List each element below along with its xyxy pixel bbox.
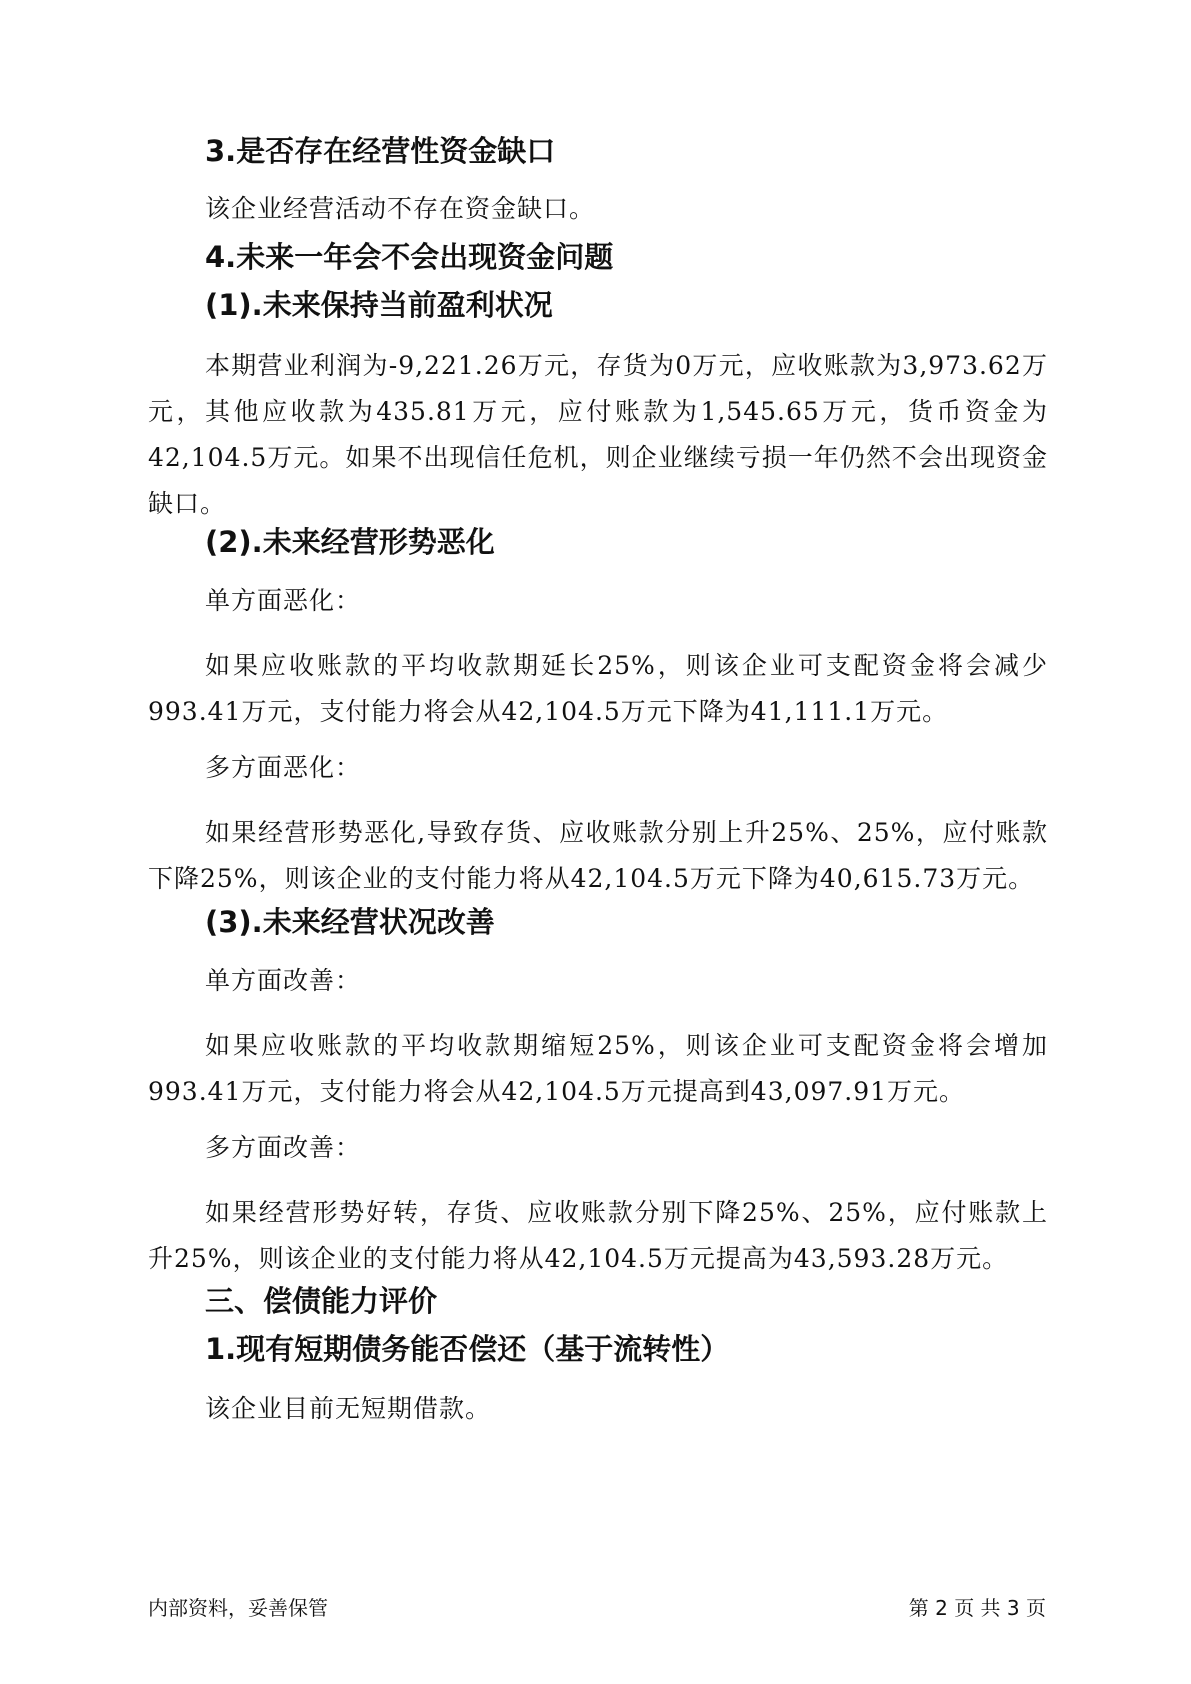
paragraph-multi-worsening: 如果经营形势恶化,导致存货、应收账款分别上升25%、25%，应付账款下降25%，则该企业的支付能力将从42,104.5万元下降为40,615.73万元。 [148, 818, 1048, 893]
paragraph-current-profit: 本期营业利润为-9,221.26万元，存货为0万元，应收账款为3,973.62万元，其他应收款为435.81万元，应付账款为1,545.65万元，货币资金为42,104.5万元。如果不出现信任危机，则企业继续亏损一年仍然不会出现资金缺口。 [148, 351, 1048, 518]
footer-confidential-note: 内部资料，妥善保管 [148, 1596, 328, 1620]
paragraph-cash-gap: 该企业经营活动不存在资金缺口。 [205, 194, 596, 223]
label-multi-improving: 多方面改善： [205, 1133, 362, 1162]
section-heading-cash-gap: 3.是否存在经营性资金缺口 [205, 134, 556, 168]
label-multi-worsening: 多方面恶化： [205, 753, 362, 782]
section-heading-next-year: 4.未来一年会不会出现资金问题 [205, 240, 614, 274]
section-heading-solvency: 三、偿债能力评价 [205, 1284, 438, 1318]
label-single-worsening: 单方面恶化： [205, 586, 362, 615]
label-single-improving: 单方面改善： [205, 966, 362, 995]
subheading-worsening: (2).未来经营形势恶化 [205, 525, 495, 559]
subheading-short-term-debt: 1.现有短期债务能否偿还（基于流转性） [205, 1332, 730, 1366]
subheading-improving: (3).未来经营状况改善 [205, 905, 495, 939]
footer-page-number: 第 2 页 共 3 页 [908, 1596, 1046, 1620]
paragraph-multi-improving: 如果经营形势好转，存货、应收账款分别下降25%、25%，应付账款上升25%，则该企业的支付能力将从42,104.5万元提高为43,593.28万元。 [148, 1198, 1048, 1273]
paragraph-single-worsening: 如果应收账款的平均收款期延长25%，则该企业可支配资金将会减少993.41万元，支付能力将会从42,104.5万元下降为41,111.1万元。 [148, 651, 1048, 726]
paragraph-short-term-debt: 该企业目前无短期借款。 [205, 1394, 492, 1423]
paragraph-single-improving: 如果应收账款的平均收款期缩短25%，则该企业可支配资金将会增加993.41万元，支付能力将会从42,104.5万元提高到43,097.91万元。 [148, 1031, 1048, 1106]
subheading-current-profit: (1).未来保持当前盈利状况 [205, 288, 553, 322]
